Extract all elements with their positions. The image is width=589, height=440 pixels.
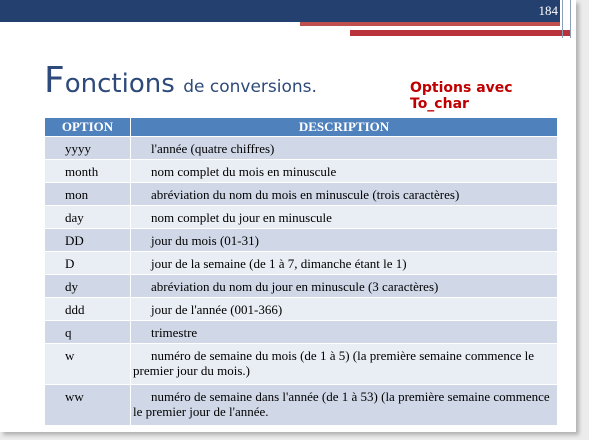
table-row (45, 275, 558, 298)
title-first-letter: F (44, 60, 65, 101)
table-row (45, 344, 558, 385)
description-cell: numéro de semaine du mois (de 1 à 5) (la première semaine commence le premier jour du mois.) (131, 344, 558, 385)
header-option: OPTION (45, 118, 131, 137)
description-cell: numéro de semaine dans l'année (de 1 à 53) (la première semaine commence le premier jour de l'année. (131, 385, 558, 426)
options-table (44, 117, 558, 426)
table-row (45, 160, 558, 183)
header-description: DESCRIPTION (131, 118, 558, 137)
description-cell: trimestre (131, 321, 558, 344)
table-row (45, 206, 558, 229)
title-rest: onctions (64, 69, 175, 99)
option-cell: ww (45, 385, 131, 426)
description-cell: nom complet du jour en minuscule (131, 206, 558, 229)
header-accent-bar-lower (350, 30, 570, 36)
option-cell: D (45, 252, 131, 275)
option-cell: ddd (45, 298, 131, 321)
table-row (45, 321, 558, 344)
table-row (45, 137, 558, 160)
option-cell: q (45, 321, 131, 344)
table-row (45, 298, 558, 321)
description-cell: nom complet du mois en minuscule (131, 160, 558, 183)
table-header-row (45, 118, 558, 137)
table-row (45, 229, 558, 252)
option-cell: month (45, 160, 131, 183)
header-bar (0, 0, 560, 22)
option-cell: yyyy (45, 137, 131, 160)
title-subtitle: de conversions. (183, 77, 317, 97)
option-cell: DD (45, 229, 131, 252)
options-label: Options avec To_char (410, 80, 513, 112)
description-cell: abréviation du nom du mois en minuscule (trois caractères) (131, 183, 558, 206)
table-row (45, 252, 558, 275)
description-cell: abréviation du nom du jour en minuscule (3 caractères) (131, 275, 558, 298)
table-row (45, 385, 558, 426)
option-cell: w (45, 344, 131, 385)
option-cell: mon (45, 183, 131, 206)
header-accent-bar (300, 22, 560, 26)
description-cell: jour du mois (01-31) (131, 229, 558, 252)
page-title (44, 60, 317, 101)
page-number: 184 (538, 3, 558, 18)
table-row (45, 183, 558, 206)
description-cell: jour de l'année (001-366) (131, 298, 558, 321)
description-cell: jour de la semaine (de 1 à 7, dimanche étant le 1) (131, 252, 558, 275)
description-cell: l'année (quatre chiffres) (131, 137, 558, 160)
option-cell: day (45, 206, 131, 229)
option-cell: dy (45, 275, 131, 298)
header-divider (570, 0, 571, 38)
header-divider (562, 0, 563, 38)
